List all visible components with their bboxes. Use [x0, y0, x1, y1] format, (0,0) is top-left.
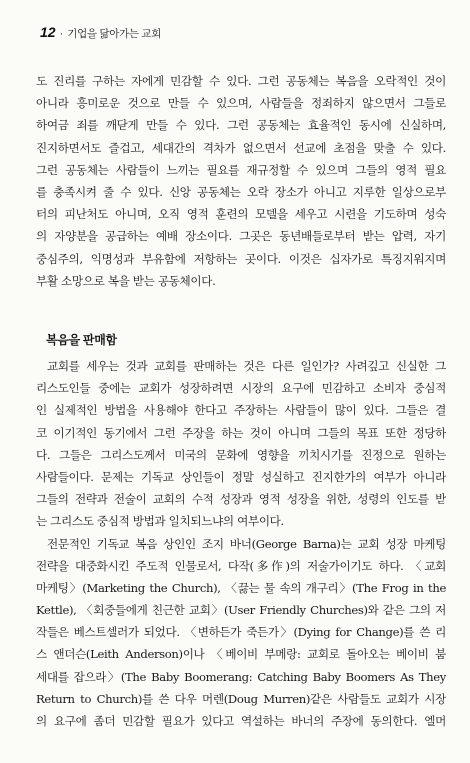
text-line: 하여금 죄를 깨닫게 만들 수 있다. 그런 공동체는 효율적인 동시에 신실하며, [36, 118, 446, 133]
text-line: 부활 소망으로 복을 받는 공동체이다. [36, 273, 216, 288]
text-line: 전문적인 기독교 복음 상인인 조지 바너(George Barna)는 교회 성장 마케팅 [47, 536, 446, 551]
text-line: 의 자양분을 공급하는 예배 장소이다. 그곳은 동년배들로부터 받는 압력, 자기 [36, 229, 446, 244]
text-line: 도 진리를 구하는 자에게 민감할 수 있다. 그런 공동체는 복음을 오락적인 것이 [36, 74, 446, 88]
text-line: Return to Church)를 쓴 다우 머렌(Doug Murren)같은 사람들도 교회가 시장 [36, 691, 446, 706]
text-line: 진지하면서도 즐겁고, 세대간의 격차가 없으면서 선교에 초점을 맞출 수 있다. [36, 140, 446, 155]
text-line: 그들의 전략과 전술이 교회의 수적 성장과 영적 성장을 위한, 성령의 인도를 받 [36, 492, 446, 507]
page-number: 12 [40, 24, 56, 40]
text-line: 스 앤더슨(Leith Anderson)이나 〈베이비 부메랑: 교회로 돌아오는 베이비 붐 [36, 647, 446, 662]
running-header [40, 24, 161, 42]
paragraph-continued [36, 70, 446, 292]
text-line: 는 그리스도 중심적 방법과 일치되느냐의 여부이다. [36, 514, 284, 529]
text-line: 아니라 흥미로운 것으로 만들 수 있으며, 사람들을 정죄하지 않으면서 그들로 [36, 96, 446, 111]
text-line: 그런 공동체는 사람들이 느끼는 필요를 재규정할 수 있으며 그들의 영적 필요 [36, 162, 446, 177]
text-line: 의 요구에 좀더 민감할 필요가 있다고 역설하는 바너의 주장에 동의한다. 엘머 [36, 714, 446, 728]
text-line: 세대를 잡으라〉(The Baby Boomerang: Catching Baby Boomers As They [36, 669, 446, 684]
header-separator: · [59, 28, 64, 40]
text-line: 전략을 대중화시킨 주도적 인물로서, 다작(多作)의 저술가이기도 하다. 〈교회 [36, 558, 446, 573]
text-line: 리스도인들 중에는 교회가 성장하려면 시장의 요구에 민감하고 소비자 중심적 [36, 381, 446, 396]
section-heading: 복음을 판매함 [46, 333, 117, 347]
text-line: 작들은 베스트셀러가 되었다. 〈변하든가 죽든가〉(Dying for Change)를 쓴 리 [36, 625, 446, 640]
text-line: 인 실제적인 방법을 사용해야 한다고 주장하는 사람들이 많이 있다. 그들은 결 [36, 403, 446, 418]
text-line: 사람들이다. 문제는 기독교 상인들이 정말 성실하고 진지한가의 여부가 아니라 [36, 469, 446, 484]
section-body [36, 355, 446, 732]
text-line: 마케팅〉(Marketing the Church), 〈끓는 물 속의 개구리〉(The Frog in the [36, 580, 446, 595]
text-line: Kettle), 〈회중들에게 친근한 교회〉(User Friendly Churches)와 같은 그의 저 [36, 603, 446, 618]
text-line: 교회를 세우는 것과 교회를 판매하는 것은 다른 일인가? 사려깊고 신실한 그 [47, 359, 446, 373]
text-line: 를 충족시켜 줄 수 있다. 신앙 공동체는 오락 장소가 아니고 지루한 일상으로부 [36, 184, 446, 199]
book-title: 기업을 닮아가는 교회 [67, 28, 162, 40]
text-line: 터의 피난처도 아니며, 오직 영적 훈련의 모델을 세우고 시련을 기도하며 성숙 [36, 207, 446, 222]
text-line: 다. 그들은 그리스도께서 미국의 문화에 영향을 끼치시기를 진정으로 원하는 [36, 447, 446, 462]
text-line: 코 이기적인 동기에서 그런 주장을 하는 것이 아니며 그들의 목표 또한 정당하 [36, 425, 446, 440]
text-line: 중심주의, 익명성과 부유함에 저항하는 곳이다. 이것은 십자가로 특징지워지며 [36, 251, 446, 266]
